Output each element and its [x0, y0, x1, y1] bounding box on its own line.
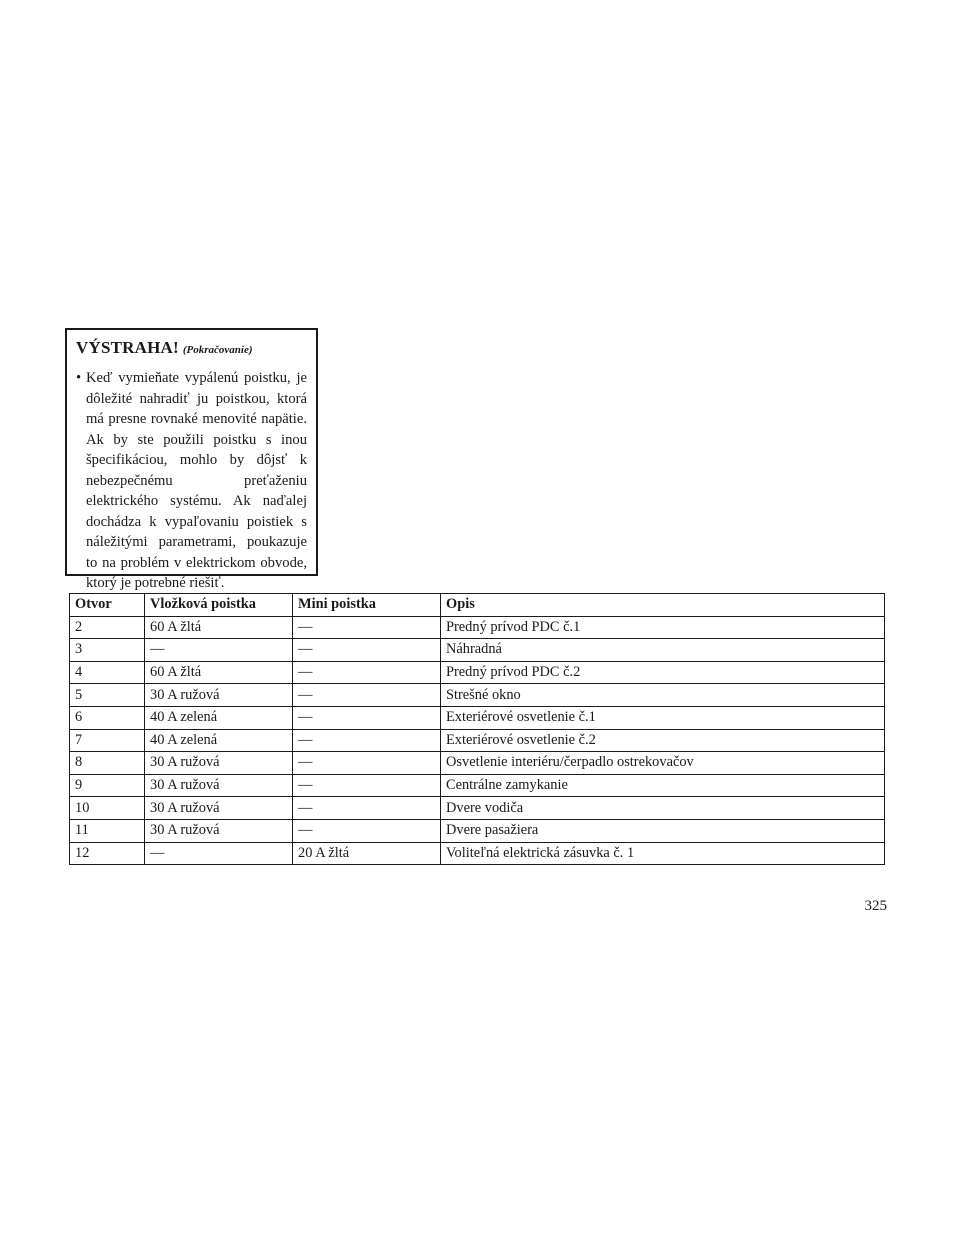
bullet-icon: •	[76, 370, 82, 386]
table-row	[70, 774, 885, 797]
cell-otvor: 4	[70, 661, 145, 684]
cell-mini-poistka: —	[293, 774, 441, 797]
cell-otvor: 3	[70, 639, 145, 662]
cell-opis: Voliteľná elektrická zásuvka č. 1	[441, 842, 885, 865]
cell-vlozkova-poistka: —	[145, 842, 293, 865]
cell-mini-poistka: —	[293, 616, 441, 639]
cell-opis: Dvere pasažiera	[441, 819, 885, 842]
warning-title: VÝSTRAHA!	[76, 338, 179, 357]
cell-otvor: 9	[70, 774, 145, 797]
cell-vlozkova-poistka: 30 A ružová	[145, 797, 293, 820]
cell-mini-poistka: —	[293, 797, 441, 820]
table-row	[70, 752, 885, 775]
cell-vlozkova-poistka: —	[145, 639, 293, 662]
column-header-vlozkova-poistka: Vložková poistka	[145, 594, 293, 617]
cell-vlozkova-poistka: 60 A žltá	[145, 661, 293, 684]
cell-otvor: 11	[70, 819, 145, 842]
table-header-row	[70, 594, 885, 617]
warning-box	[65, 328, 318, 591]
table-row	[70, 639, 885, 662]
cell-opis: Predný prívod PDC č.1	[441, 616, 885, 639]
cell-mini-poistka: —	[293, 661, 441, 684]
cell-mini-poistka: 20 A žltá	[293, 842, 441, 865]
warning-heading	[76, 338, 307, 360]
cell-otvor: 12	[70, 842, 145, 865]
cell-opis: Exteriérové osvetlenie č.2	[441, 729, 885, 752]
table-row	[70, 616, 885, 639]
cell-otvor: 6	[70, 706, 145, 729]
column-header-opis: Opis	[441, 594, 885, 617]
table-row	[70, 661, 885, 684]
cell-opis: Strešné okno	[441, 684, 885, 707]
cell-vlozkova-poistka: 60 A žltá	[145, 616, 293, 639]
warning-text: Keď vymieňate vypálenú poistku, je dôležité nahradiť ju poistkou, ktorá má presne rovnaké menovité napätie. Ak by ste použili poistku s inou špecifikáciou, mohlo by dôjsť k nebezpečnému preťaženiu elektrického systému. Ak naďalej dochádza k vypaľovaniu poistiek s náležitými parametrami, poukazuje to na problém v elektrickom obvode, ktorý je potrebné riešiť.	[86, 370, 307, 591]
fuse-table	[69, 593, 885, 865]
cell-mini-poistka: —	[293, 729, 441, 752]
cell-opis: Centrálne zamykanie	[441, 774, 885, 797]
cell-opis: Osvetlenie interiéru/čerpadlo ostrekovačov	[441, 752, 885, 775]
table-row	[70, 797, 885, 820]
cell-vlozkova-poistka: 30 A ružová	[145, 684, 293, 707]
warning-list-item	[76, 368, 307, 594]
cell-otvor: 5	[70, 684, 145, 707]
cell-mini-poistka: —	[293, 752, 441, 775]
cell-otvor: 2	[70, 616, 145, 639]
warning-continued-label: (Pokračovanie)	[182, 344, 253, 356]
cell-vlozkova-poistka: 40 A zelená	[145, 729, 293, 752]
table-row	[70, 729, 885, 752]
cell-vlozkova-poistka: 30 A ružová	[145, 819, 293, 842]
column-header-otvor: Otvor	[70, 594, 145, 617]
table-row	[70, 842, 885, 865]
cell-vlozkova-poistka: 30 A ružová	[145, 774, 293, 797]
table-row	[70, 684, 885, 707]
column-header-mini-poistka: Mini poistka	[293, 594, 441, 617]
cell-opis: Predný prívod PDC č.2	[441, 661, 885, 684]
cell-vlozkova-poistka: 30 A ružová	[145, 752, 293, 775]
cell-opis: Exteriérové osvetlenie č.1	[441, 706, 885, 729]
cell-otvor: 8	[70, 752, 145, 775]
cell-mini-poistka: —	[293, 706, 441, 729]
cell-vlozkova-poistka: 40 A zelená	[145, 706, 293, 729]
cell-mini-poistka: —	[293, 639, 441, 662]
table-row	[70, 819, 885, 842]
cell-mini-poistka: —	[293, 684, 441, 707]
page-number: 325	[864, 898, 887, 914]
cell-opis: Náhradná	[441, 639, 885, 662]
cell-otvor: 10	[70, 797, 145, 820]
cell-otvor: 7	[70, 729, 145, 752]
cell-opis: Dvere vodiča	[441, 797, 885, 820]
cell-mini-poistka: —	[293, 819, 441, 842]
table-row	[70, 706, 885, 729]
